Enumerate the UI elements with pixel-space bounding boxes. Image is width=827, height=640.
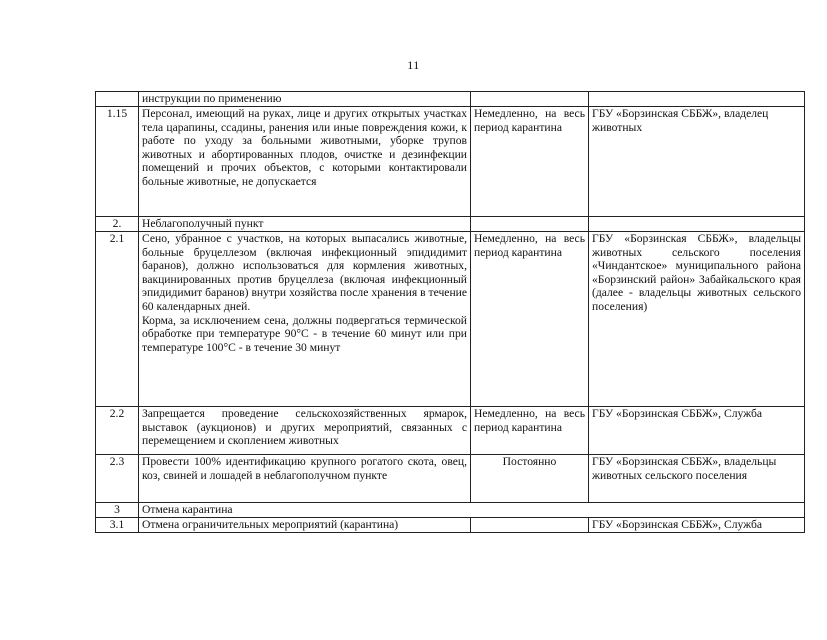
section-number: 3: [96, 503, 139, 518]
row-number: [96, 92, 139, 107]
row-number: 3.1: [96, 518, 139, 533]
section-title: Отмена карантина: [139, 503, 805, 518]
row-number: 1.15: [96, 107, 139, 217]
section-number: 2.: [96, 217, 139, 232]
section-row: [96, 503, 805, 518]
page-number: 11: [407, 58, 420, 72]
responsible-text: ГБУ «Борзинская СББЖ», Служба: [589, 518, 805, 533]
deadline-text: Немедленно, на весь период карантина: [471, 232, 589, 407]
measure-text: инструкции по применению: [139, 92, 471, 107]
deadline-text: [471, 92, 589, 107]
responsible-text: ГБУ «Борзинская СББЖ», владельцы животных сельского поселения «Чиндантское» муниципального района «Борзинский район» Забайкальского края (далее - владельцы животных сельского поселения): [589, 232, 805, 407]
table-row: [96, 107, 805, 217]
measure-text: Отмена ограничительных мероприятий (карантина): [139, 518, 471, 533]
measure-text: [139, 232, 471, 407]
responsible-text: ГБУ «Борзинская СББЖ», владельцы животных сельского поселения: [589, 455, 805, 503]
table-row: [96, 455, 805, 503]
deadline-text: Постоянно: [471, 455, 589, 503]
table-row: [96, 92, 805, 107]
row-number: 2.3: [96, 455, 139, 503]
section-row: [96, 217, 805, 232]
table-row: [96, 518, 805, 533]
measure-paragraph: Сено, убранное с участков, на которых выпасались животные, больные бруцеллезом (включая инфекционный эпидидимит баранов), должно использоваться для кормления животных, вакцинированных против бруцеллеза (включая инфекционный эпидидимит баранов) внутри хозяйства после хранения в течение 60 календарных дней.: [142, 232, 467, 313]
deadline-text: [471, 518, 589, 533]
deadline-text: Немедленно, на весь период карантина: [471, 407, 589, 455]
section-title: Неблагополучный пункт: [139, 217, 471, 232]
table-row: [96, 232, 805, 407]
table-row: [96, 407, 805, 455]
responsible-text: ГБУ «Борзинская СББЖ», владелец животных: [589, 107, 805, 217]
measure-text: Провести 100% идентификацию крупного рогатого скота, овец, коз, свиней и лошадей в неблагополучном пункте: [139, 455, 471, 503]
quarantine-measures-table: [95, 91, 805, 533]
measure-paragraph: Корма, за исключением сена, должны подвергаться термической обработке при температуре 90°С - в течение 60 минут или при температуре 100°С - в течение 30 минут: [142, 313, 467, 354]
deadline-text: Немедленно, на весь период карантина: [471, 107, 589, 217]
responsible-text: ГБУ «Борзинская СББЖ», Служба: [589, 407, 805, 455]
row-number: 2.1: [96, 232, 139, 407]
measure-text: Персонал, имеющий на руках, лице и других открытых участках тела царапины, ссадины, ранения или иные повреждения кожи, к работе по уходу за больными животными, уборке трупов животных и абортированных плодов, очистке и дезинфекции помещений и прочих объектов, с которыми контактировали больные животные, не допускается: [139, 107, 471, 217]
responsible-text: [589, 92, 805, 107]
measure-text: Запрещается проведение сельскохозяйственных ярмарок, выставок (аукционов) и других мероприятий, связанных с перемещением и скоплением животных: [139, 407, 471, 455]
row-number: 2.2: [96, 407, 139, 455]
